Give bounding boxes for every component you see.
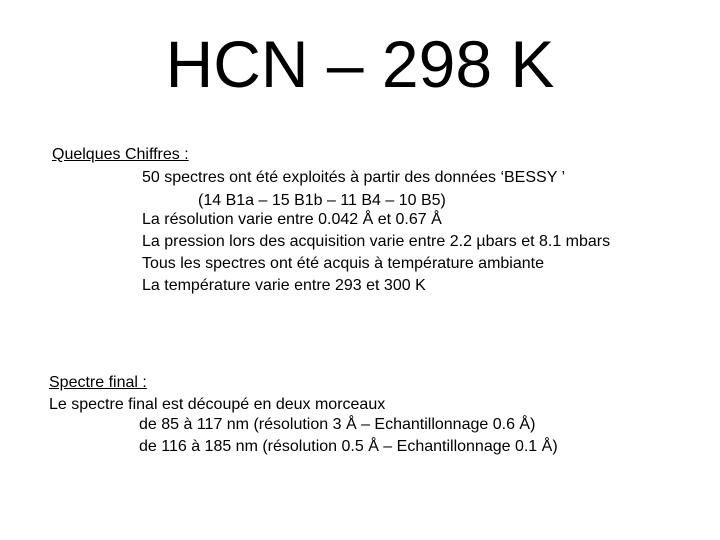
- bullet-text: La pression lors des acquisition varie entre 2.2 µbars et 8.1 mbars: [142, 233, 611, 250]
- section2-intro: Le spectre final est découpé en deux morceaux: [49, 396, 386, 413]
- bullet-text: 50 spectres ont été exploités à partir des données ‘BESSY ’: [142, 169, 566, 186]
- bullet-text: La température varie entre 293 et 300 K: [142, 277, 426, 294]
- bullet-text: La résolution varie entre 0.042 Å et 0.67 Å: [142, 211, 442, 228]
- bullet-text: de 85 à 117 nm (résolution 3 Å – Echantillonnage 0.6 Å): [139, 416, 536, 433]
- bullet-continuation-breakdown: (14 B1a – 15 B1b – 11 B4 – 10 B5): [198, 192, 446, 209]
- bullet-item-ambient: [128, 254, 544, 274]
- bullet-text: Tous les spectres ont été acquis à température ambiante: [142, 255, 544, 272]
- section1-heading: Quelques Chiffres :: [52, 146, 189, 163]
- bullet-item-pressure: [128, 232, 610, 252]
- bullet-text: de 116 à 185 nm (résolution 0.5 Å – Echantillonnage 0.1 Å): [139, 438, 558, 455]
- bullet-item-range-1: [125, 415, 535, 435]
- bullet-item-temperature: [128, 276, 426, 296]
- bullet-item-resolution: [128, 210, 442, 230]
- bullet-item-spectra-count: [128, 168, 565, 188]
- slide-title: HCN – 298 K: [165, 27, 555, 101]
- bullet-item-range-2: [125, 437, 558, 457]
- section2-heading: Spectre final :: [49, 374, 147, 391]
